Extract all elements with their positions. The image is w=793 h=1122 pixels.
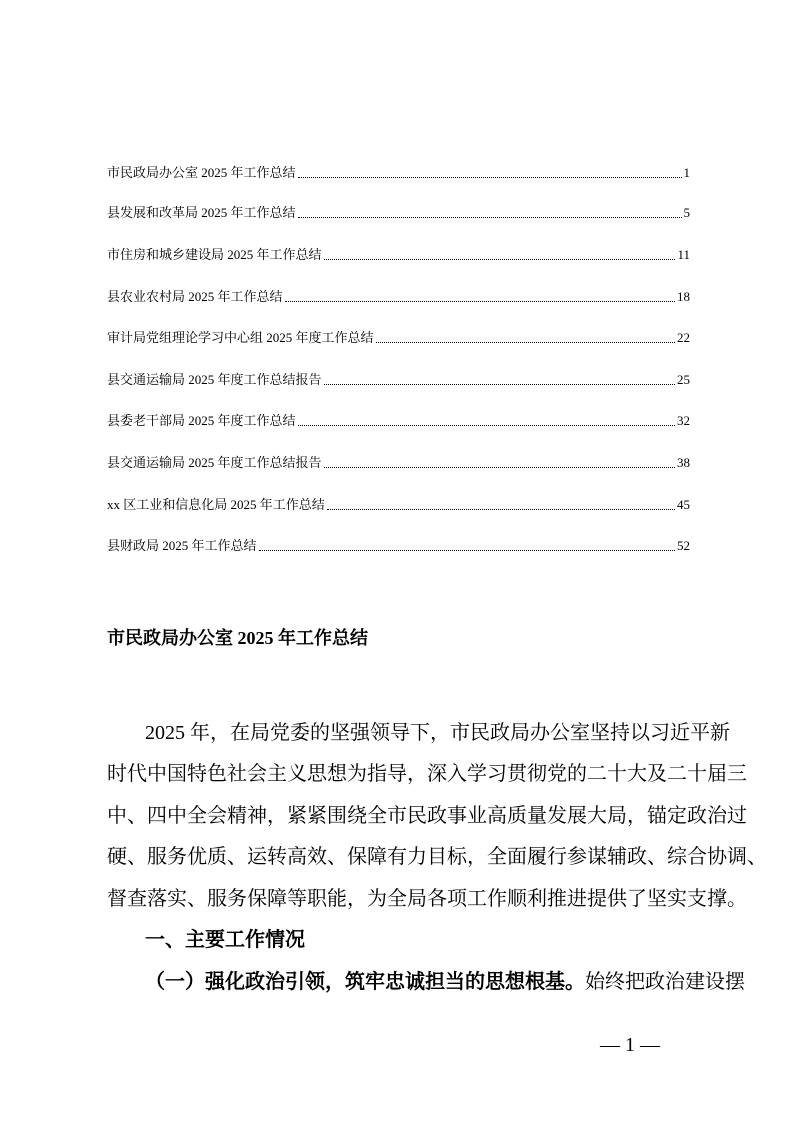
toc-leader-dots xyxy=(285,301,675,302)
toc-entry-page: 38 xyxy=(677,455,690,470)
toc-entry-page: 32 xyxy=(677,413,690,428)
toc-entry-title: 县委老干部局 2025 年度工作总结 xyxy=(107,413,296,428)
paragraph-line: 时代中国特色社会主义思想为指导，深入学习贯彻党的二十大及二十届三 xyxy=(107,763,747,785)
article-title: 市民政局办公室 2025 年工作总结 xyxy=(107,628,368,648)
toc-leader-dots xyxy=(324,384,675,385)
paragraph-line: 督查落实、服务保障等职能，为全局各项工作顺利推进提供了坚实支撑。 xyxy=(107,888,747,910)
toc-entry-title: 市民政局办公室 2025 年工作总结 xyxy=(107,165,296,180)
toc-leader-dots xyxy=(376,342,675,343)
toc-entry-title: xx 区工业和信息化局 2025 年工作总结 xyxy=(107,497,325,512)
toc-entry-title: 县交通运输局 2025 年度工作总结报告 xyxy=(107,455,322,470)
toc-entry[interactable] xyxy=(107,496,690,514)
toc-entry-title: 县财政局 2025 年工作总结 xyxy=(107,538,257,553)
toc-entry[interactable] xyxy=(107,454,690,472)
paragraph-line: 2025 年，在局党委的坚强领导下，市民政局办公室坚持以习近平新 xyxy=(145,722,730,744)
toc-entry-title: 县发展和改革局 2025 年工作总结 xyxy=(107,205,296,220)
toc-entry-page: 18 xyxy=(677,289,690,304)
toc-leader-dots xyxy=(324,467,675,468)
toc-entry-page: 52 xyxy=(677,538,690,553)
toc-entry-page: 1 xyxy=(683,165,690,180)
toc-leader-dots xyxy=(327,509,675,510)
paragraph-line: 硬、服务优质、运转高效、保障有力目标，全面履行参谋辅政、综合协调、 xyxy=(107,846,767,868)
toc-leader-dots xyxy=(259,550,675,551)
toc-entry-page: 45 xyxy=(677,497,690,512)
toc-entry[interactable] xyxy=(107,329,690,347)
toc-entry[interactable] xyxy=(107,204,690,222)
page-number: — 1 — xyxy=(600,1034,660,1056)
toc-entry-title: 审计局党组理论学习中心组 2025 年度工作总结 xyxy=(107,330,374,345)
section-heading: 一、主要工作情况 xyxy=(145,929,305,951)
toc-entry[interactable] xyxy=(107,288,690,306)
toc-entry-page: 11 xyxy=(677,247,690,262)
toc-entry[interactable] xyxy=(107,164,690,182)
toc-entry[interactable] xyxy=(107,371,690,389)
toc-entry[interactable] xyxy=(107,537,690,555)
subsection-text: 始终把政治建设摆 xyxy=(585,971,745,993)
toc-leader-dots xyxy=(324,259,676,260)
toc-leader-dots xyxy=(298,177,682,178)
toc-entry[interactable] xyxy=(107,412,690,430)
toc-entry-title: 县农业农村局 2025 年工作总结 xyxy=(107,289,283,304)
toc-entry-page: 5 xyxy=(683,205,690,220)
toc-entry-title: 县交通运输局 2025 年度工作总结报告 xyxy=(107,372,322,387)
toc-entry[interactable] xyxy=(107,246,690,264)
subsection-heading: （一）强化政治引领，筑牢忠诚担当的思想根基。 xyxy=(145,971,585,993)
toc-entry-page: 22 xyxy=(677,330,690,345)
toc-leader-dots xyxy=(298,217,682,218)
toc-entry-title: 市住房和城乡建设局 2025 年工作总结 xyxy=(107,247,322,262)
subsection-line xyxy=(145,970,745,994)
toc-leader-dots xyxy=(298,425,675,426)
toc-entry-page: 25 xyxy=(677,372,690,387)
paragraph-line: 中、四中全会精神，紧紧围绕全市民政事业高质量发展大局，锚定政治过 xyxy=(107,805,747,827)
